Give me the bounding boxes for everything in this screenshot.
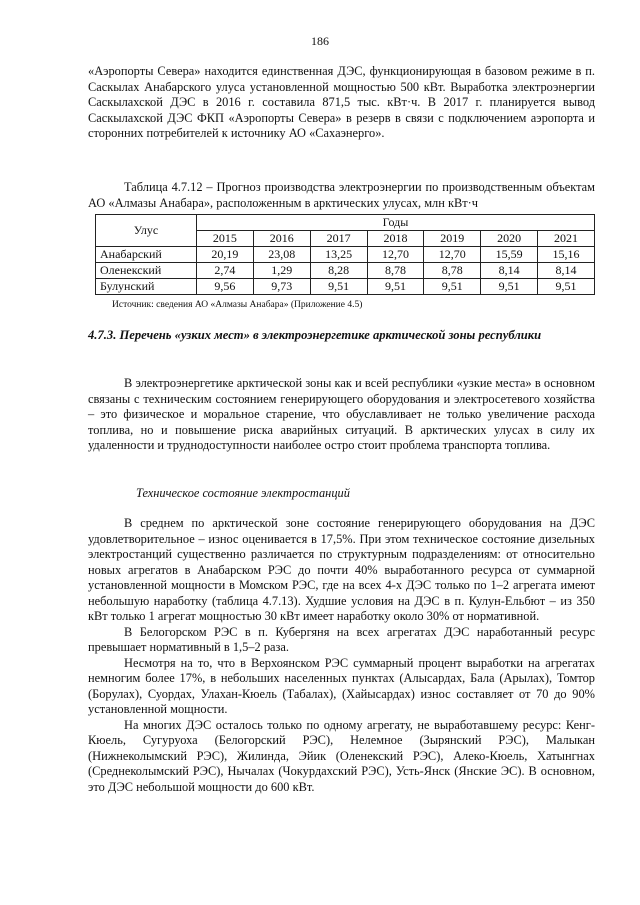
- table-caption-text: Таблица 4.7.12 – Прогноз производства электроэнергии по производственным объектам АО «Алмазы Анабара», расположенным в арктических улусах, млн кВт·ч: [88, 180, 595, 210]
- table-header-row: [96, 215, 595, 231]
- value-cell: 8,14: [538, 263, 595, 279]
- value-cell: 8,14: [481, 263, 538, 279]
- body-paragraph: В среднем по арктической зоне состояние генерирующего оборудования на ДЭС удовлетворительное – износ оценивается в 17,5%. При этом техническое состояние дизельных электростанций существенно различается по структурным подразделениям: от относительно новых агрегатов в Анабарском РЭС до почти 40% выработанного ресурса от суммарной установленной мощности в Момском РЭС, где на всех 4-х ДЭС только по 1–2 агрегата имеют небольшую наработку (таблица 4.7.13). Худшие условия на ДЭС в п. Кулун-Ельбют – из 350 кВт только 1 агрегат мощностью 30 кВт имеет наработку около 30% от нормативной.: [88, 516, 595, 623]
- value-cell: 12,70: [367, 247, 424, 263]
- body-paragraph: На многих ДЭС осталось только по одному агрегату, не выработавшему ресурс: Кенг-Кюель, Сугуруоха (Белогорский РЭС), Нелемное (Зырянский РЭС), Малыкан (Нижнеколымский РЭС), Жилинда, Эйик (Оленекский РЭС), Алеко-Кюель, Хатынгнах (Среднеколымский РЭС), Нычалах (Чокурдахский РЭС), Усть-Янск (Янские ЭС). В основном, это ДЭС небольшой мощности до 600 кВт.: [88, 717, 595, 794]
- section-heading: 4.7.3. Перечень «узких мест» в электроэнергетике арктической зоны республики: [88, 328, 542, 342]
- problems-paragraph: [88, 376, 595, 454]
- value-cell: 9,51: [424, 279, 481, 295]
- value-cell: 9,51: [481, 279, 538, 295]
- ulus-name: Анабарский: [96, 247, 197, 263]
- value-cell: 8,78: [367, 263, 424, 279]
- table-caption: [88, 180, 595, 211]
- ulus-name: Булунский: [96, 279, 197, 295]
- body-paragraph: В Белогорском РЭС в п. Кубергяня на всех агрегатах ДЭС наработанный ресурс превышает нормативный в 1,5–2 раза.: [88, 624, 595, 654]
- forecast-table: [95, 214, 595, 295]
- value-cell: 20,19: [197, 247, 254, 263]
- page-number: 186: [311, 34, 329, 48]
- value-cell: 15,16: [538, 247, 595, 263]
- year-cell: 2016: [253, 231, 310, 247]
- value-cell: 8,78: [424, 263, 481, 279]
- year-cell: 2018: [367, 231, 424, 247]
- value-cell: 23,08: [253, 247, 310, 263]
- year-cell: 2017: [310, 231, 367, 247]
- intro-paragraph: [88, 64, 595, 142]
- body-text: [88, 516, 595, 795]
- value-cell: 8,28: [310, 263, 367, 279]
- table-source-note: Источник: сведения АО «Алмазы Анабара» (Приложение 4.5): [112, 300, 363, 310]
- table-row: [96, 247, 595, 263]
- subsection-heading: Техническое состояние электростанций: [136, 486, 350, 500]
- year-cell: 2019: [424, 231, 481, 247]
- header-years: Годы: [197, 215, 595, 231]
- problems-text: В электроэнергетике арктической зоны как и всей республики «узкие места» в основном связаны с техническим состоянием генерирующего оборудования и электросетевого хозяйства – это физическое и моральное старение, что обуславливает не только увеличение расхода топлива, но и повышение риска аварийных ситуаций. В арктических улусах в силу их удаленности и труднодоступности наиболее остро стоит проблема транспорта топлива.: [88, 376, 595, 452]
- table-row: [96, 263, 595, 279]
- value-cell: 9,51: [310, 279, 367, 295]
- value-cell: 13,25: [310, 247, 367, 263]
- value-cell: 9,56: [197, 279, 254, 295]
- ulus-name: Оленекский: [96, 263, 197, 279]
- year-cell: 2021: [538, 231, 595, 247]
- value-cell: 2,74: [197, 263, 254, 279]
- value-cell: 1,29: [253, 263, 310, 279]
- value-cell: 12,70: [424, 247, 481, 263]
- intro-text: «Аэропорты Севера» находится единственная ДЭС, функционирующая в базовом режиме в п. Саскылах Анабарского улуса установленной мощностью 500 кВт. Выработка электроэнергии Саскылахской ДЭС в 2016 г. составила 871,5 тыс. кВт·ч. В 2017 г. планируется вывод Саскылахской ДЭС ФКП «Аэропорты Севера» в резерв в связи с подключением аэропорта и сторонних потребителей к источнику АО «Сахаэнерго».: [88, 64, 595, 140]
- body-paragraph: Несмотря на то, что в Верхоянском РЭС суммарный процент выработки на агрегатах немногим более 17%, в небольших населенных пунктах (Алысардах, Бала (Арылах), Томтор (Борулах), Суордах, Улахан-Кюель (Табалах), (Хайысардах) износ составляет от 70 до 90% установленной мощности.: [88, 655, 595, 716]
- year-cell: 2015: [197, 231, 254, 247]
- value-cell: 9,73: [253, 279, 310, 295]
- year-cell: 2020: [481, 231, 538, 247]
- value-cell: 15,59: [481, 247, 538, 263]
- value-cell: 9,51: [367, 279, 424, 295]
- header-ulus: Улус: [96, 215, 197, 247]
- table-row: [96, 279, 595, 295]
- value-cell: 9,51: [538, 279, 595, 295]
